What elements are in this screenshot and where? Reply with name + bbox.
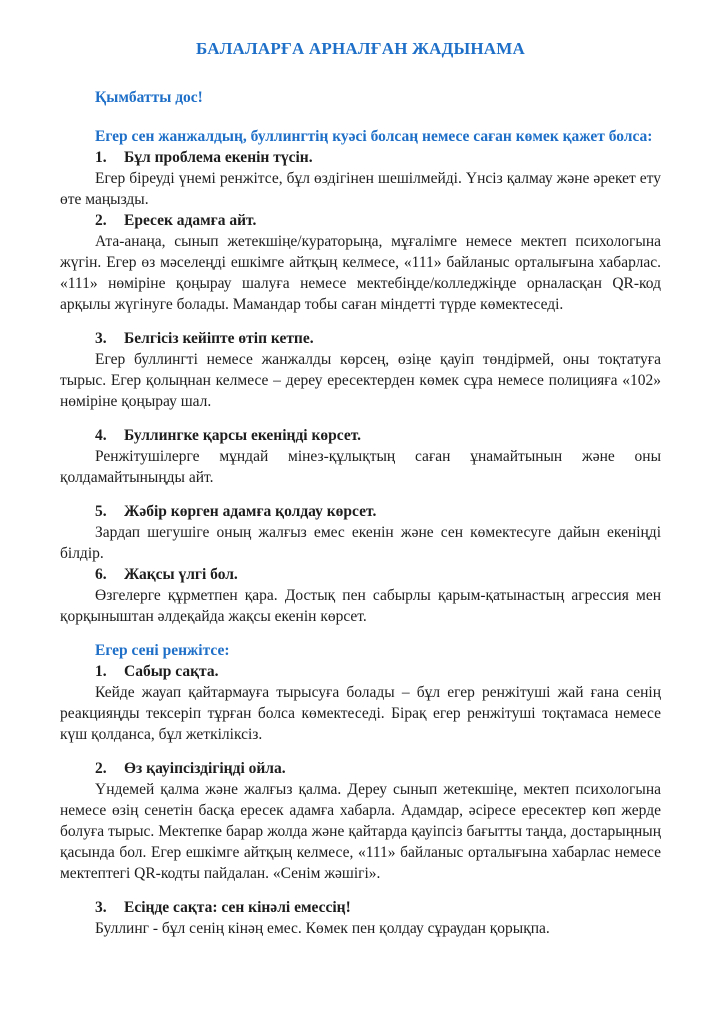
list-item (60, 501, 661, 564)
item-number: 3. (95, 899, 107, 916)
item-body: Өзгелерге құрметпен қара. Достық пен сабырлы қарым-қатынастың агрессия мен қорқыныштан әлдеқайда жақсы екенін көрсет. (60, 587, 661, 625)
item-heading (60, 147, 661, 168)
item-number: 4. (95, 427, 107, 444)
item-body: Егер біреуді үнемі ренжітсе, бұл өздігінен шешілмейді. Үнсіз қалмау және әрекет ету өте маңызды. (60, 170, 661, 208)
item-heading-text: Буллингке қарсы екеніңді көрсет. (124, 427, 362, 444)
item-heading (60, 425, 661, 446)
item-heading-text: Жақсы үлгі бол. (124, 566, 238, 583)
item-number: 1. (95, 663, 107, 680)
item-body: Зардап шегушіге оның жалғыз емес екенін және сен көмектесуге дайын екеніңді білдір. (60, 524, 661, 562)
item-heading (60, 501, 661, 522)
list-item (60, 897, 661, 939)
item-number: 1. (95, 149, 107, 166)
list-item (60, 758, 661, 884)
item-number: 5. (95, 503, 107, 520)
section2-heading: Егер сені ренжітсе: (95, 642, 230, 659)
item-heading-text: Жәбір көрген адамға қолдау көрсет. (124, 503, 377, 520)
item-heading-text: Ересек адамға айт. (124, 212, 257, 229)
list-item (60, 328, 661, 412)
item-body: Ата-анаңа, сынып жетекшіңе/кураторыңа, мұғалімге немесе мектеп психологына жүгін. Егер өз мәселеңді ешкімге айтқың келмесе, «111» байланыс орталығына хабарлас. «111» нөміріне қоңырау шалуға немесе мектебіңде/колледжіңде орналасқан QR-код арқылы жүгінуге болады. Мамандар тобы саған міндетті түрде көмектеседі. (60, 233, 661, 313)
item-heading (60, 758, 661, 779)
item-heading-text: Сабыр сақта. (124, 663, 219, 680)
item-heading (60, 564, 661, 585)
item-number: 3. (95, 330, 107, 347)
item-heading (60, 210, 661, 231)
item-body: Егер буллингті немесе жанжалды көрсең, өзіңе қауіп төндірмей, оны тоқтатуға тырыс. Егер қолыңнан келмесе – дереу ересектерден көмек сұра немесе полицияға «102» нөміріне қоңырау шал. (60, 351, 661, 410)
item-body: Кейде жауап қайтармауға тырысуға болады – бұл егер ренжітуші жай ғана сенің реакцияңды тексеріп тұрған болса көмектеседі. Бірақ егер ренжітуші тоқтамаса немесе күш қолданса, бұл жеткіліксіз. (60, 684, 661, 743)
list-item (60, 564, 661, 627)
item-number: 6. (95, 566, 107, 583)
item-heading (60, 661, 661, 682)
item-heading (60, 328, 661, 349)
section1-intro: Егер сен жанжалдың, буллингтің куәсі болсаң немесе саған көмек қажет болса: (95, 128, 653, 145)
document-title: БАЛАЛАРҒА АРНАЛҒАН ЖАДЫНАМА (196, 39, 525, 58)
item-heading-text: Бұл проблема екенін түсін. (124, 149, 313, 166)
item-number: 2. (95, 760, 107, 777)
list-item (60, 425, 661, 488)
list-item (60, 147, 661, 210)
item-body: Ренжітушілерге мұндай мінез-құлықтың саған ұнамайтынын және оны қолдамайтыныңды айт. (60, 448, 661, 486)
item-heading-text: Белгісіз кейіпте өтіп кетпе. (124, 330, 314, 347)
item-body: Үндемей қалма және жалғыз қалма. Дереу сынып жетекшіңе, мектеп психологына немесе өзің сенетін басқа ересек адамға хабарла. Адамдар, әсіресе ересектер көп жерде болуға тырыс. Мектепке барар жолда және қайтарда қауіпсіз бағытты таңда, достарыңның қасында бол. Егер ешкімге айтқың келмесе, «111» байланыс орталығына хабарлас немесе мектептегі QR-кодты пайдалан. «Сенім жәшігі». (60, 781, 661, 882)
item-heading-text: Өз қауіпсіздігіңді ойла. (124, 760, 286, 777)
item-heading-text: Есіңде сақта: сен кінәлі емессің! (124, 899, 351, 916)
list-item (60, 661, 661, 745)
item-body: Буллинг - бұл сенің кінәң емес. Көмек пен қолдау сұраудан қорықпа. (95, 920, 550, 937)
item-number: 2. (95, 212, 107, 229)
item-heading (60, 897, 661, 918)
greeting-heading: Қымбатты дос! (95, 89, 203, 106)
list-item (60, 210, 661, 315)
